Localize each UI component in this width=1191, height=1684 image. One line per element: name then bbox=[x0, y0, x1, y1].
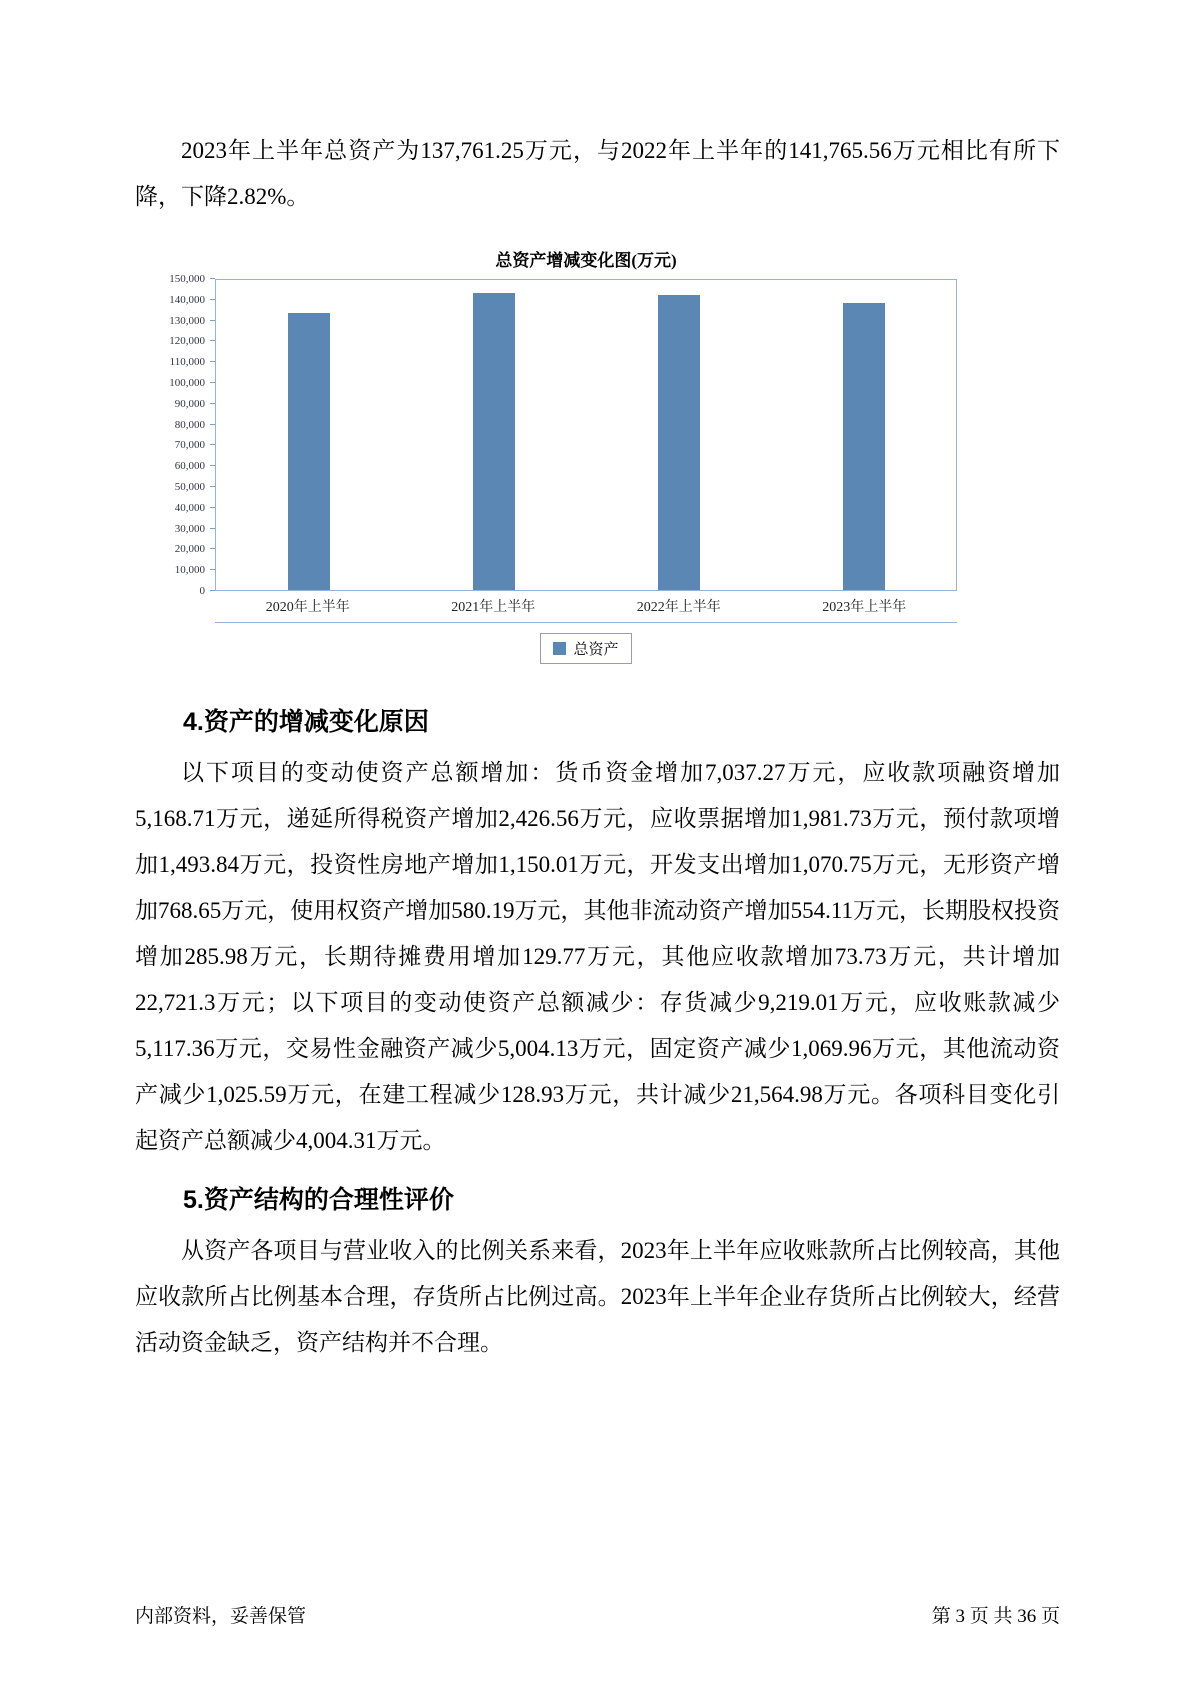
y-axis-tick-label: 70,000 bbox=[174, 439, 205, 452]
y-axis-tick-mark bbox=[210, 320, 215, 321]
y-axis-tick-label: 120,000 bbox=[169, 335, 205, 348]
total-assets-bar-chart bbox=[157, 246, 957, 664]
bar-slot-1 bbox=[401, 280, 586, 590]
x-axis-label: 2020年上半年 bbox=[265, 600, 350, 615]
y-axis-tick-mark bbox=[210, 548, 215, 549]
y-axis-tick-mark bbox=[210, 403, 215, 404]
y-axis-tick-label: 40,000 bbox=[174, 501, 205, 514]
page-footer bbox=[135, 1601, 1060, 1628]
y-axis-tick-mark bbox=[210, 299, 215, 300]
bar-slot-0 bbox=[216, 280, 401, 590]
x-axis-label: 2022年上半年 bbox=[636, 600, 721, 615]
legend-label: 总资产 bbox=[573, 642, 619, 658]
y-axis-tick-label: 80,000 bbox=[174, 418, 205, 431]
chart-legend bbox=[157, 633, 957, 664]
y-axis-tick-mark bbox=[210, 444, 215, 445]
y-axis-tick-mark bbox=[210, 528, 215, 529]
x-axis-label: 2023年上半年 bbox=[822, 600, 907, 615]
y-axis-tick-label: 0 bbox=[199, 585, 205, 597]
y-axis-tick-mark bbox=[210, 424, 215, 425]
y-axis-tick-label: 20,000 bbox=[174, 543, 205, 556]
bar-0 bbox=[288, 313, 330, 590]
y-axis-tick-label: 140,000 bbox=[169, 293, 205, 306]
y-axis-tick-mark bbox=[210, 569, 215, 570]
section-4-paragraph: 以下项目的变动使资产总额增加：货币资金增加7,037.27万元，应收款项融资增加5,168.71万元，递延所得税资产增加2,426.56万元，应收票据增加1,981.73万元，预付款项增加1,493.84万元，投资性房地产增加1,150.01万元，开发支出增加1,070.75万元，无形资产增加768.65万元，使用权资产增加580.19万元，其他非流动资产增加554.11万元，长期股权投资增加285.98万元，长期待摊费用增加129.77万元，其他应收款增加73.73万元，共计增加22,721.3万元；以下项目的变动使资产总额减少：存货减少9,219.01万元，应收账款减少5,117.36万元，交易性金融资产减少5,004.13万元，固定资产减少1,069.96万元，其他流动资产减少1,025.59万元，在建工程减少128.93万元，共计减少21,564.98万元。各项科目变化引起资产总额减少4,004.31万元。 bbox=[135, 760, 1060, 1153]
section-5-heading: 5.资产结构的合理性评价 bbox=[183, 1186, 454, 1214]
y-axis-tick-mark bbox=[210, 361, 215, 362]
footer-confidential-note: 内部资料，妥善保管 bbox=[135, 1606, 307, 1627]
y-axis-tick-mark bbox=[210, 382, 215, 383]
y-axis-tick-mark bbox=[210, 590, 215, 591]
y-axis-tick-mark bbox=[210, 486, 215, 487]
y-axis-tick-label: 110,000 bbox=[169, 356, 205, 369]
chart-y-axis bbox=[157, 273, 215, 597]
y-axis-tick-mark bbox=[210, 507, 215, 508]
legend-box bbox=[540, 633, 631, 664]
y-axis-tick-label: 130,000 bbox=[169, 314, 205, 327]
bar-slot-2 bbox=[586, 280, 771, 590]
chart-body bbox=[157, 273, 957, 597]
chart-x-labels bbox=[215, 591, 957, 623]
x-axis-label: 2021年上半年 bbox=[451, 600, 536, 615]
y-axis-tick-label: 60,000 bbox=[174, 460, 205, 473]
legend-color-swatch bbox=[553, 642, 566, 655]
footer-page-number: 第 3 页 共 36 页 bbox=[931, 1606, 1060, 1627]
axis-spacer bbox=[157, 591, 215, 623]
bar-1 bbox=[473, 293, 515, 590]
y-axis-tick-label: 90,000 bbox=[174, 397, 205, 410]
section-5-paragraph: 从资产各项目与营业收入的比例关系来看，2023年上半年应收账款所占比例较高，其他应收款所占比例基本合理，存货所占比例过高。2023年上半年企业存货所占比例较大，经营活动资金缺乏，资产结构并不合理。 bbox=[135, 1238, 1060, 1355]
y-axis-tick-mark bbox=[210, 278, 215, 279]
intro-paragraph: 2023年上半年总资产为137,761.25万元，与2022年上半年的141,765.56万元相比有所下降，下降2.82%。 bbox=[135, 138, 1061, 209]
section-4-heading: 4.资产的增减变化原因 bbox=[183, 708, 429, 736]
chart-x-axis bbox=[157, 591, 957, 623]
y-axis-tick-label: 30,000 bbox=[174, 522, 205, 535]
y-axis-tick-mark bbox=[210, 340, 215, 341]
bar-slot-3 bbox=[771, 280, 956, 590]
y-axis-tick-label: 100,000 bbox=[169, 377, 205, 389]
y-axis-tick-label: 10,000 bbox=[174, 564, 205, 577]
y-axis-tick-mark bbox=[210, 465, 215, 466]
bar-2 bbox=[658, 295, 700, 590]
y-axis-tick-label: 150,000 bbox=[169, 273, 205, 285]
y-axis-tick-label: 50,000 bbox=[174, 481, 205, 493]
chart-plot bbox=[215, 279, 957, 591]
bar-3 bbox=[843, 303, 885, 590]
chart-title: 总资产增减变化图(万元) bbox=[495, 251, 677, 270]
